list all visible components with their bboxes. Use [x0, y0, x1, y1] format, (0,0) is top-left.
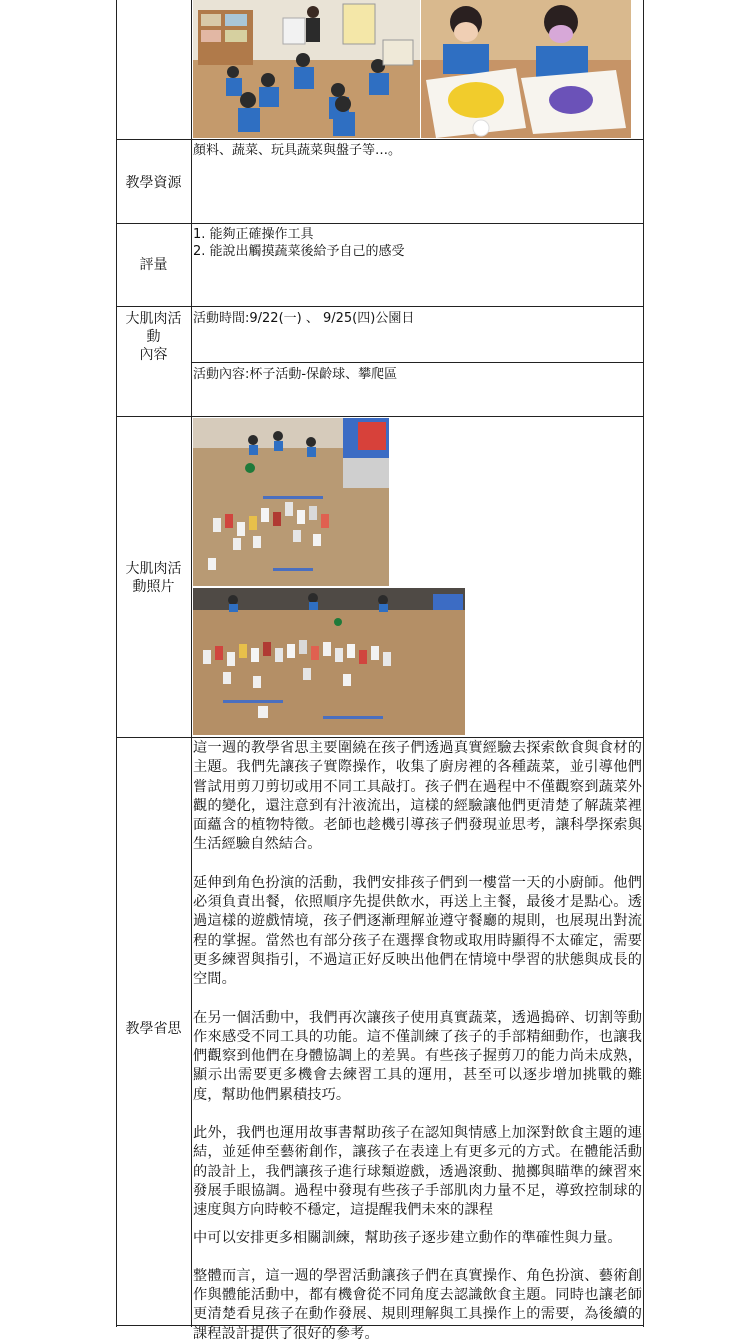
- evaluation-item: 1. 能夠正確操作工具: [193, 227, 314, 242]
- bowling-photo-2: [193, 588, 465, 735]
- reflection-paragraph: 中可以安排更多相關訓練，幫助孩子逐步建立動作的準確性與力量。: [193, 1229, 622, 1246]
- table-column-divider: [191, 0, 192, 1327]
- reflection-text: [193, 739, 642, 1344]
- reflection-paragraph: 在另一個活動中，我們再次讓孩子使用真實蔬菜，透過搗碎、切割等動作來感受不同工具的功能。這不僅訓練了孩子的手部精細動作，也讓我們觀察到他們在身體協調上的差異。有些孩子握剪刀的能力尚未成熟，顯示出需要更多機會去練習工具的運用，甚至可以逐步增加挑戰的難度，幫助他們累積技巧。: [193, 1009, 642, 1103]
- reflection-paragraph: 此外，我們也運用故事書幫助孩子在認知與情感上加深對飲食主題的連結，並延伸至藝術創作，讓孩子在表達上有更多元的方式。在體能活動的設計上，我們讓孩子進行球類遊戲，透過滾動、拋擲與瞄準的練習來發展手眼協調。過程中發現有些孩子手部肌肉力量不足，導致控制球的速度與方向時較不穩定，這提醒我們未來的課程: [193, 1125, 642, 1219]
- bowling-photo-1: [193, 418, 389, 586]
- row-divider: [116, 416, 644, 417]
- reflection-paragraph: 延伸到角色扮演的活動，我們安排孩子們到一樓當一天的小廚師。他們必須負責出餐，依照順序先提供飲水，再送上主餐，最後才是點心。透過這樣的遊戲情境，孩子們逐漸理解並遵守餐廳的規則，也展現出對流程的掌握。當然也有部分孩子在選擇食物或取用時顯得不太確定，需要更多練習與指引，不過這正好反映出他們在情境中學習的狀態與成長的空間。: [193, 874, 642, 988]
- reflection-label: 教學省思: [125, 1021, 182, 1037]
- gross-motor-label: 大肌肉活 動 內容: [125, 311, 182, 363]
- classroom-photo-painting: [421, 0, 631, 138]
- table-left-border: [116, 0, 117, 1327]
- photos-label: 大肌肉活 動照片: [125, 561, 182, 595]
- row-divider: [116, 223, 644, 224]
- activity-time: 活動時間:9/22(一) 、 9/25(四)公園日: [193, 311, 415, 326]
- row-divider: [116, 306, 644, 307]
- classroom-photo-circle: [193, 0, 420, 138]
- resources-text: 顏料、蔬菜、玩具蔬菜與盤子等…。: [193, 143, 402, 158]
- evaluation-list: [193, 226, 641, 260]
- reflection-paragraph: 這一週的教學省思主要圍繞在孩子們透過真實經驗去探索飲食與食材的主題。我們先讓孩子實際操作，收集了廚房裡的各種蔬菜，並引導他們嘗試用剪刀剪切或用不同工具敲打。孩子們在過程中不僅觀察到蔬菜外觀的變化，還注意到有汁液流出，這樣的經驗讓他們更清楚了解蔬菜裡面蘊含的植物特徵。老師也趁機引導孩子們發現並思考，讓科學探索與生活經驗自然結合。: [193, 740, 642, 853]
- table-right-border: [643, 0, 644, 1327]
- resources-label: 教學資源: [125, 175, 182, 191]
- row-divider: [116, 737, 644, 738]
- activity-content: 活動內容:杯子活動-保齡球、攀爬區: [193, 367, 398, 382]
- reflection-paragraph: 整體而言，這一週的學習活動讓孩子們在真實操作、角色扮演、藝術創作與體能活動中，都有機會從不同角度去認識飲食主題。同時也讓老師更清楚看見孩子在動作發展、規則理解與工具操作上的需要，為後續的課程設計提供了很好的參考。: [193, 1267, 642, 1342]
- evaluation-label: 評量: [139, 257, 168, 273]
- evaluation-item: 2. 能說出觸摸蔬菜後給予自己的感受: [193, 244, 405, 259]
- lesson-table: [116, 0, 644, 1342]
- row-divider: [116, 139, 644, 140]
- row-divider: [191, 362, 644, 363]
